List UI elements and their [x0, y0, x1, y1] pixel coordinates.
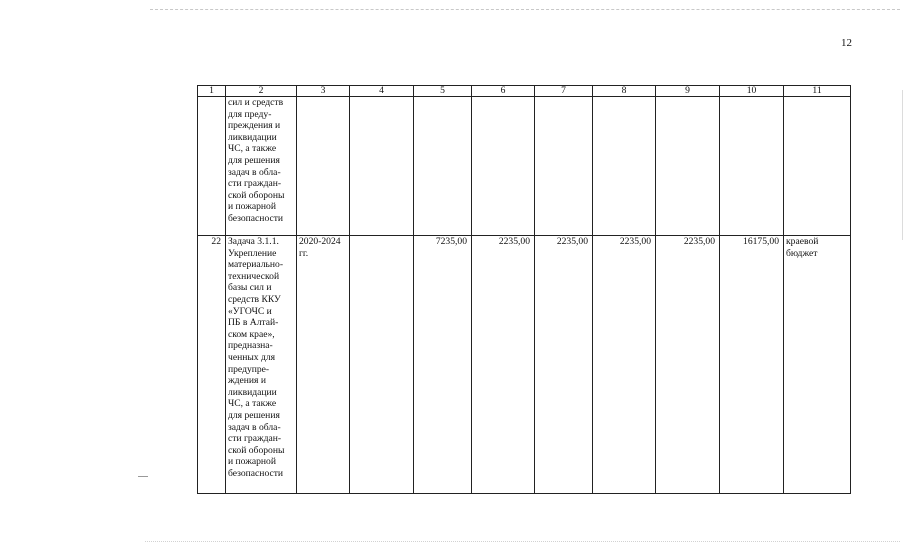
period-cell: [297, 236, 350, 494]
column-header: 10: [720, 86, 784, 97]
column-header: 8: [593, 86, 656, 97]
column-header: 5: [414, 86, 472, 97]
row-number: 22: [198, 236, 226, 494]
task-description-text: Задача 3.1.1. Укрепление материально- технической базы сил и средств ККУ «УГОЧС и ПБ в Алтай- ском крае», предназна- ченных для предупре- ждения и ликвидации ЧС, а также для решения задач в обла- сти граждан- ской обороны и пожарной безопасности: [228, 236, 285, 479]
task-description: [226, 236, 297, 494]
scan-artifact-right-line: [902, 90, 903, 240]
value-cell: 7235,00: [414, 236, 472, 494]
value-cell: 2235,00: [472, 236, 535, 494]
empty-cell: [350, 236, 414, 494]
column-header: 6: [472, 86, 535, 97]
value-cell: 2235,00: [535, 236, 593, 494]
value-cell: [593, 97, 656, 236]
scan-artifact-margin-mark: [138, 476, 148, 477]
column-header: 7: [535, 86, 593, 97]
total-cell: 16175,00: [720, 236, 784, 494]
task-description-text: сил и средств для преду- преждения и ликвидации ЧС, а также для решения задач в обла- сти граждан- ской обороны и пожарной безопасности: [228, 97, 285, 224]
column-header: 4: [350, 86, 414, 97]
value-cell: 2235,00: [593, 236, 656, 494]
column-header: 3: [297, 86, 350, 97]
column-header: 2: [226, 86, 297, 97]
scan-artifact-top-line: [150, 9, 900, 10]
value-cell: [414, 97, 472, 236]
value-cell: [535, 97, 593, 236]
row-number: [198, 97, 226, 236]
table-row-task-22: [198, 236, 851, 494]
budget-table: [197, 85, 851, 494]
funding-source-text: краевой бюджет: [786, 236, 819, 259]
funding-source-cell: [784, 236, 851, 494]
scan-artifact-bottom-line: [145, 541, 900, 542]
empty-cell: [350, 97, 414, 236]
table-header-row: [198, 86, 851, 97]
page-number: 12: [841, 37, 852, 49]
funding-source-cell: [784, 97, 851, 236]
total-cell: [720, 97, 784, 236]
table-row-continuation: [198, 97, 851, 236]
period-text: 2020-2024 гг.: [299, 236, 341, 259]
column-header: 11: [784, 86, 851, 97]
column-header: 9: [656, 86, 720, 97]
column-header: 1: [198, 86, 226, 97]
value-cell: [656, 97, 720, 236]
value-cell: [472, 97, 535, 236]
task-description: [226, 97, 297, 236]
period-cell: [297, 97, 350, 236]
value-cell: 2235,00: [656, 236, 720, 494]
